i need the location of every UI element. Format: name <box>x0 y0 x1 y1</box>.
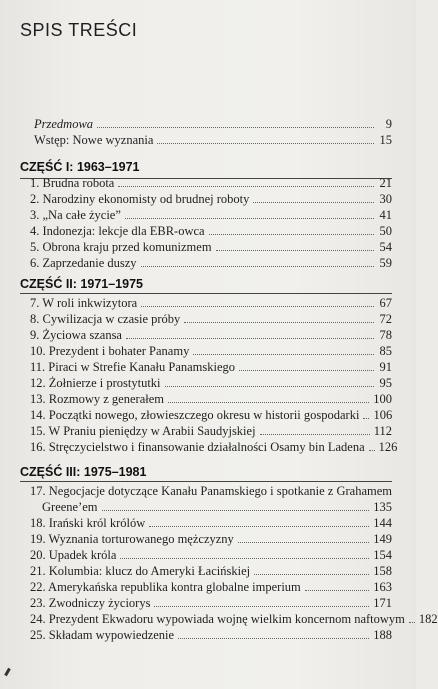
toc-entry <box>30 531 392 547</box>
toc-entry <box>30 439 398 455</box>
toc-entry <box>30 239 392 255</box>
toc-entry <box>30 255 392 271</box>
dot-leader <box>193 354 374 355</box>
toc-entry-label: 11. Piraci w Strefie Kanału Panamskiego <box>30 360 236 374</box>
dot-leader <box>260 434 370 435</box>
toc-page-number: 72 <box>379 312 392 326</box>
dot-leader <box>209 234 374 235</box>
toc-page-number: 9 <box>385 117 392 131</box>
toc-page-number: 59 <box>379 256 392 270</box>
part-heading-1: CZĘŚĆ I: 1963–1971 <box>20 160 140 174</box>
toc-page-number: 50 <box>379 224 392 238</box>
toc-entry-preface <box>34 116 392 132</box>
toc-entry-label: 22. Amerykańska republika kontra globalne imperium <box>30 580 301 594</box>
toc-entry-label: 17. Negocjacje dotyczące Kanału Panamskiego i spotkanie z Grahamem <box>30 484 393 498</box>
dot-leader <box>141 306 374 307</box>
dot-leader <box>102 510 370 511</box>
toc-entry-label: Przedmowa <box>34 117 94 131</box>
dot-leader <box>369 450 375 451</box>
dot-leader <box>149 526 369 527</box>
toc-page-number: 149 <box>373 532 392 546</box>
pen-mark <box>4 668 11 676</box>
section-divider <box>20 481 392 482</box>
dot-leader <box>118 186 374 187</box>
toc-entry-label: Wstęp: Nowe wyznania <box>34 133 154 147</box>
dot-leader <box>216 250 374 251</box>
toc-entry-label: 25. Składam wypowiedzenie <box>30 628 175 642</box>
toc-entry-label: 13. Rozmowy z generałem <box>30 392 164 406</box>
toc-page-number: 30 <box>379 192 392 206</box>
toc-page-number: 144 <box>373 516 392 530</box>
toc-page-number: 135 <box>373 500 392 514</box>
toc-entry-label-continued: Greene’em <box>42 500 98 514</box>
toc-page-number: 95 <box>379 376 392 390</box>
toc-entry-label: 4. Indonezja: lekcje dla EBR-owca <box>30 224 205 238</box>
toc-page-number: 106 <box>373 408 393 422</box>
toc-entry-label: 12. Żołnierze i prostytutki <box>30 376 161 390</box>
dot-leader <box>238 542 369 543</box>
toc-entry <box>30 343 392 359</box>
toc-entry <box>30 627 392 643</box>
toc-entry <box>30 579 392 595</box>
toc-entry-label: 5. Obrona kraju przed komunizmem <box>30 240 212 254</box>
dot-leader <box>157 143 374 144</box>
dot-leader <box>120 558 369 559</box>
toc-page-number: 15 <box>379 133 392 147</box>
toc-entry-label: 1. Brudna robota <box>30 176 115 190</box>
dot-leader <box>141 266 374 267</box>
toc-entry-label: 9. Życiowa szansa <box>30 328 122 342</box>
toc-page-number: 126 <box>378 440 398 454</box>
part-heading-3: CZĘŚĆ III: 1975–1981 <box>20 465 147 479</box>
toc-page-number: 100 <box>373 392 392 406</box>
toc-entry-label: 10. Prezydent i bohater Panamy <box>30 344 190 358</box>
toc-page-number: 182 <box>418 612 438 626</box>
toc-entry <box>30 391 392 407</box>
toc-entry-introduction <box>34 132 392 148</box>
toc-entry-label: 18. Irański król królów <box>30 516 146 530</box>
dot-leader <box>154 606 369 607</box>
toc-entry <box>30 595 392 611</box>
toc-entry <box>30 311 392 327</box>
toc-entry-label: 24. Prezydent Ekwadoru wypowiada wojnę wielkim koncernom naftowym <box>30 612 405 626</box>
toc-entry-label: 2. Narodziny ekonomisty od brudnej roboty <box>30 192 250 206</box>
dot-leader <box>125 218 374 219</box>
toc-page-number: 112 <box>373 424 392 438</box>
dot-leader <box>184 322 374 323</box>
toc-page-number: 154 <box>373 548 392 562</box>
toc-entry-continuation <box>42 499 392 515</box>
toc-entry <box>30 207 392 223</box>
toc-page-number: 85 <box>379 344 392 358</box>
toc-entry <box>30 611 438 627</box>
toc-page-number: 41 <box>379 208 392 222</box>
toc-entry <box>30 295 392 311</box>
toc-entry-label: 16. Stręczycielstwo i finansowanie działalności Osamy bin Ladena <box>30 440 365 454</box>
dot-leader <box>363 418 369 419</box>
toc-page-number: 171 <box>373 596 392 610</box>
toc-page-number: 158 <box>373 564 392 578</box>
dot-leader <box>305 590 369 591</box>
dot-leader <box>409 622 415 623</box>
toc-page-number: 163 <box>373 580 392 594</box>
toc-entry <box>30 515 392 531</box>
section-divider <box>20 293 392 294</box>
toc-entry <box>30 483 392 499</box>
toc-page-number: 67 <box>379 296 392 310</box>
toc-page-number: 188 <box>373 628 392 642</box>
dot-leader <box>254 574 369 575</box>
toc-entry <box>30 407 392 423</box>
toc-entry-label: 21. Kolumbia: klucz do Ameryki Łacińskiej <box>30 564 251 578</box>
toc-page-number: 91 <box>379 360 392 374</box>
dot-leader <box>165 386 374 387</box>
dot-leader <box>239 370 374 371</box>
toc-entry <box>30 563 392 579</box>
toc-entry-label: 20. Upadek króla <box>30 548 117 562</box>
dot-leader <box>178 638 369 639</box>
toc-entry <box>30 375 392 391</box>
dot-leader <box>126 338 374 339</box>
dot-leader <box>168 402 369 403</box>
toc-entry <box>30 175 392 191</box>
toc-page-number: 21 <box>379 176 392 190</box>
toc-entry-label: 8. Cywilizacja w czasie próby <box>30 312 181 326</box>
toc-entry <box>30 223 392 239</box>
dot-leader <box>97 127 374 128</box>
toc-entry <box>30 191 392 207</box>
page-title: SPIS TREŚCI <box>20 20 138 40</box>
toc-entry-label: 7. W roli inkwizytora <box>30 296 138 310</box>
toc-entry <box>30 327 392 343</box>
toc-entry <box>30 423 392 439</box>
toc-entry <box>30 359 392 375</box>
toc-entry-label: 19. Wyznania torturowanego mężczyzny <box>30 532 234 546</box>
toc-page-number: 54 <box>379 240 392 254</box>
toc-entry <box>30 547 392 563</box>
toc-entry-label: 14. Początki nowego, złowieszczego okresu w historii gospodarki <box>30 408 360 422</box>
dot-leader <box>253 202 374 203</box>
toc-entry-label: 15. W Praniu pieniędzy w Arabii Saudyjskiej <box>30 424 256 438</box>
toc-entry-label: 6. Zaprzedanie duszy <box>30 256 137 270</box>
toc-entry-label: 3. „Na całe życie” <box>30 208 121 222</box>
toc-entry-label: 23. Zwodniczy życiorys <box>30 596 151 610</box>
toc-page-number: 78 <box>379 328 392 342</box>
part-heading-2: CZĘŚĆ II: 1971–1975 <box>20 277 143 291</box>
